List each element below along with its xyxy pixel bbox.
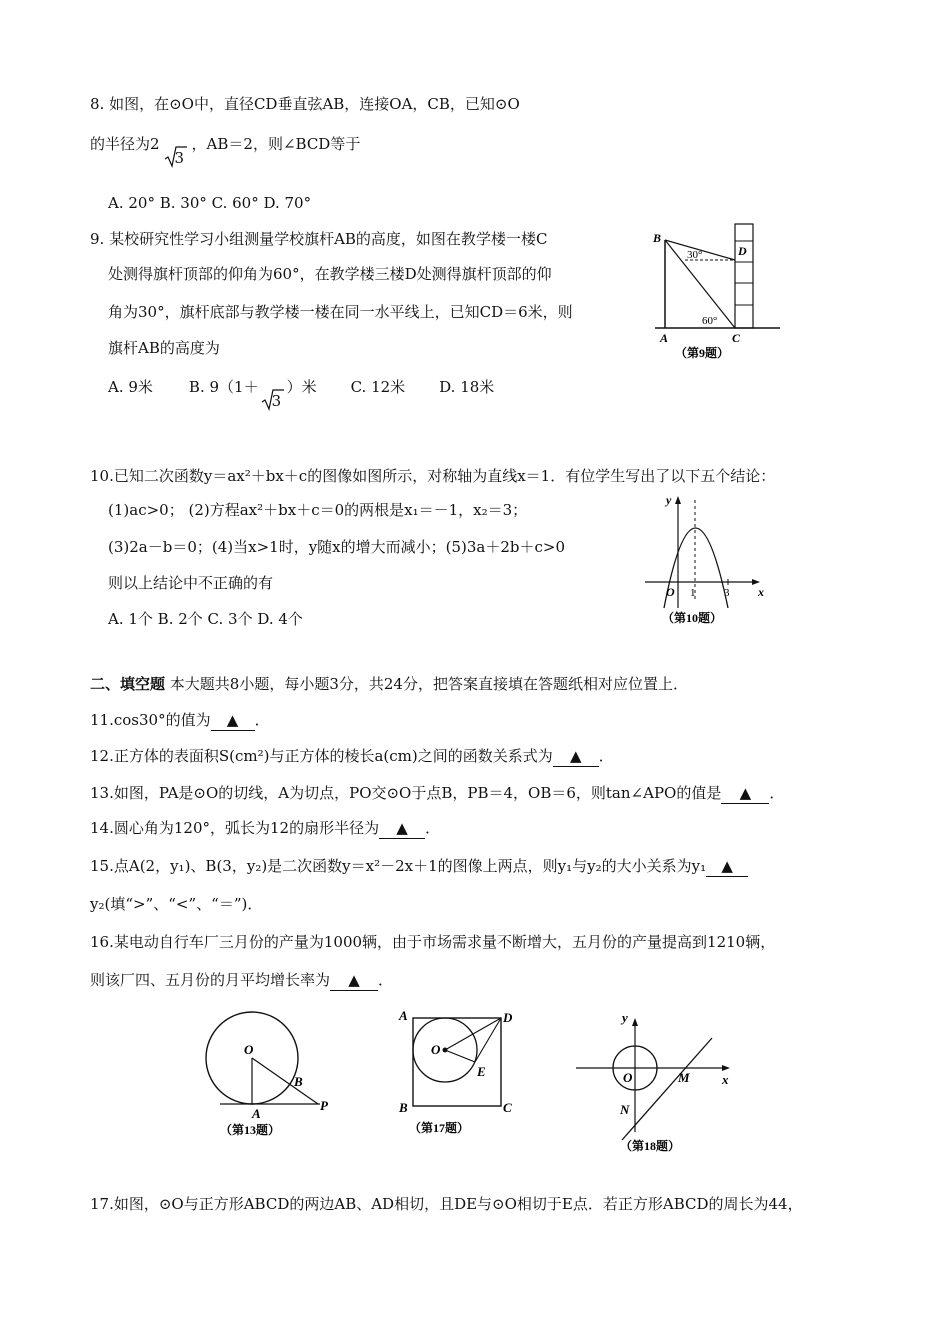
fig9-angle-60: 60° [702,315,718,327]
fig17-label-E: E [477,1064,486,1079]
fig10-label-1: 1 [690,587,696,599]
q16-answer-blank[interactable]: ▲ [330,970,378,991]
fig17-label-O: O [431,1042,441,1057]
fig9-building [735,224,753,328]
fig17-label-C: C [503,1100,512,1115]
q9-options [108,375,495,410]
q14-end: ． [425,819,441,837]
q8-line2-text-a: 的半径为2 [90,135,160,153]
q13-end: ． [769,784,785,802]
fig9-label-B: B [653,231,662,245]
fig17-square [413,1018,501,1106]
fig18-label-M: M [678,1070,690,1085]
q14-answer-blank[interactable]: ▲ [379,818,425,839]
fig18-caption: （第18题） [620,1139,681,1153]
q9-opt-d: D. 18米 [439,378,495,396]
q10-line4: 则以上结论中不正确的有 [108,574,274,592]
fig17-line-OE [445,1050,475,1062]
q8-line1: 8. 如图，在⊙O中，直径CD垂直弦AB，连接OA，CB，已知⊙O [90,95,520,113]
q15-line2: y₂(填“>”、“<”、“＝”)． [90,895,263,913]
q15-line1 [90,856,748,877]
fig13-label-B: B [294,1074,303,1089]
q14 [90,818,440,839]
q9-line4: 旗杆AB的高度为 [108,339,220,357]
q16-end: ． [378,971,394,989]
fig17-label-D: D [503,1010,513,1025]
sqrt3-value: 3 [174,149,185,167]
fig10-label-x: x [758,585,764,599]
q8-line2-text-b: ，AB＝2，则∠BCD等于 [191,135,361,153]
sqrt3-value-b: 3 [271,392,282,410]
q9-opt-b1: B. 9（1＋ [188,378,259,396]
q16-text: 则该厂四、五月份的月平均增长率为 [90,971,331,989]
fig17-line-OD [445,1018,501,1050]
q10-options: A. 1个 B. 2个 C. 3个 D. 4个 [108,610,303,628]
q12 [90,746,614,767]
q8-options: A. 20° B. 30° C. 60° D. 70° [108,194,312,212]
sqrt3-symbol [164,144,188,170]
q11-end: ． [254,711,270,729]
q13-text: 13.如图，PA是⊙O的切线，A为切点，PO交⊙O于点B，PB＝4，OB＝6，则tan∠APO的值是 [90,784,722,802]
fig9-caption: （第9题） [675,346,730,360]
fig18-label-y: y [622,1010,628,1025]
q11-answer-blank[interactable]: ▲ [211,710,255,731]
fig17-label-B: B [399,1100,408,1115]
fig17-label-A: A [399,1010,408,1023]
fig17-line-DE [475,1018,501,1062]
q9-opt-c: C. 12米 [350,378,406,396]
q10-line2: (1)ac>0； (2)方程ax²＋bx＋c＝0的两根是x₁＝－1，x₂＝3； [108,501,528,519]
section2-title: 二、填空题 [90,675,166,693]
figure-10 [640,490,770,635]
figure-18 [572,1010,742,1160]
fig13-label-A: A [252,1106,261,1121]
fig13-label-O: O [244,1042,254,1057]
fig13-caption: （第13题） [220,1123,281,1137]
fig18-label-N: N [620,1102,630,1117]
q12-answer-blank[interactable]: ▲ [553,746,599,767]
q10-line1: 10.已知二次函数y＝ax²＋bx＋c的图像如图所示，对称轴为直线x＝1．有位学生写出了以下五个结论： [90,467,776,485]
section2-desc: 本大题共8小题，每小题3分，共24分，把答案直接填在答题纸相对应位置上． [165,675,688,693]
fig9-label-C: C [732,331,741,345]
q9-opt-a: A. 9米 [108,378,153,396]
q12-end: ． [598,747,614,765]
q8-line2 [90,132,361,167]
q11 [90,710,270,731]
q9-line1: 9. 某校研究性学习小组测量学校旗杆AB的高度，如图在教学楼一楼C [90,230,548,248]
fig13-label-P: P [320,1098,328,1113]
fig18-label-x: x [722,1072,729,1087]
q16-line2 [90,970,393,991]
fig10-label-y: y [666,493,672,507]
fig10-caption: （第10题） [662,611,723,625]
q9-line2: 处测得旗杆顶部的仰角为60°，在教学楼三楼D处测得旗杆顶部的仰 [108,265,552,283]
fig18-label-O: O [623,1070,633,1085]
fig17-caption: （第17题） [409,1121,470,1135]
figure-17 [395,1010,520,1140]
q15-answer-blank[interactable]: ▲ [706,856,748,877]
fig13-line-OP [252,1058,318,1104]
q11-text: 11.cos30°的值为 [90,711,211,729]
q9-line3: 角为30°，旗杆底部与教学楼一楼在同一水平线上，已知CD＝6米，则 [108,303,573,321]
fig10-label-3: 3 [724,587,730,599]
q16-line1: 16.某电动自行车厂三月份的产量为1000辆，由于市场需求量不断增大，五月份的产量提高到1210辆， [90,933,776,951]
fig10-label-O: O [666,585,675,599]
section2-heading [90,674,688,694]
figure-9 [645,220,785,365]
fig9-label-D: D [738,244,747,258]
q13-answer-blank[interactable]: ▲ [721,783,769,804]
q13 [90,783,784,804]
sqrt3-symbol-b [261,387,285,413]
fig9-label-A: A [660,331,669,345]
q17-line1: 17.如图，⊙O与正方形ABCD的两边AB、AD相切，且DE与⊙O相切于E点．若正方形ABCD的周长为44， [90,1195,803,1213]
q10-line3: (3)2a－b＝0；(4)当x>1时，y随x的增大而减小；(5)3a＋2b＋c>0 [108,538,566,556]
q15-text: 15.点A(2，y₁)、B(3，y₂)是二次函数y＝x²－2x＋1的图像上两点，则y₁与y₂的大小关系为y₁ [90,857,707,875]
q9-opt-b2: ）米 [286,378,317,396]
fig9-angle-30: 30° [687,249,703,261]
q14-text: 14.圆心角为120°，弧长为12的扇形半径为 [90,819,380,837]
q12-text: 12.正方体的表面积S(cm²)与正方体的棱长a(cm)之间的函数关系式为 [90,747,553,765]
figure-13 [200,1010,350,1140]
